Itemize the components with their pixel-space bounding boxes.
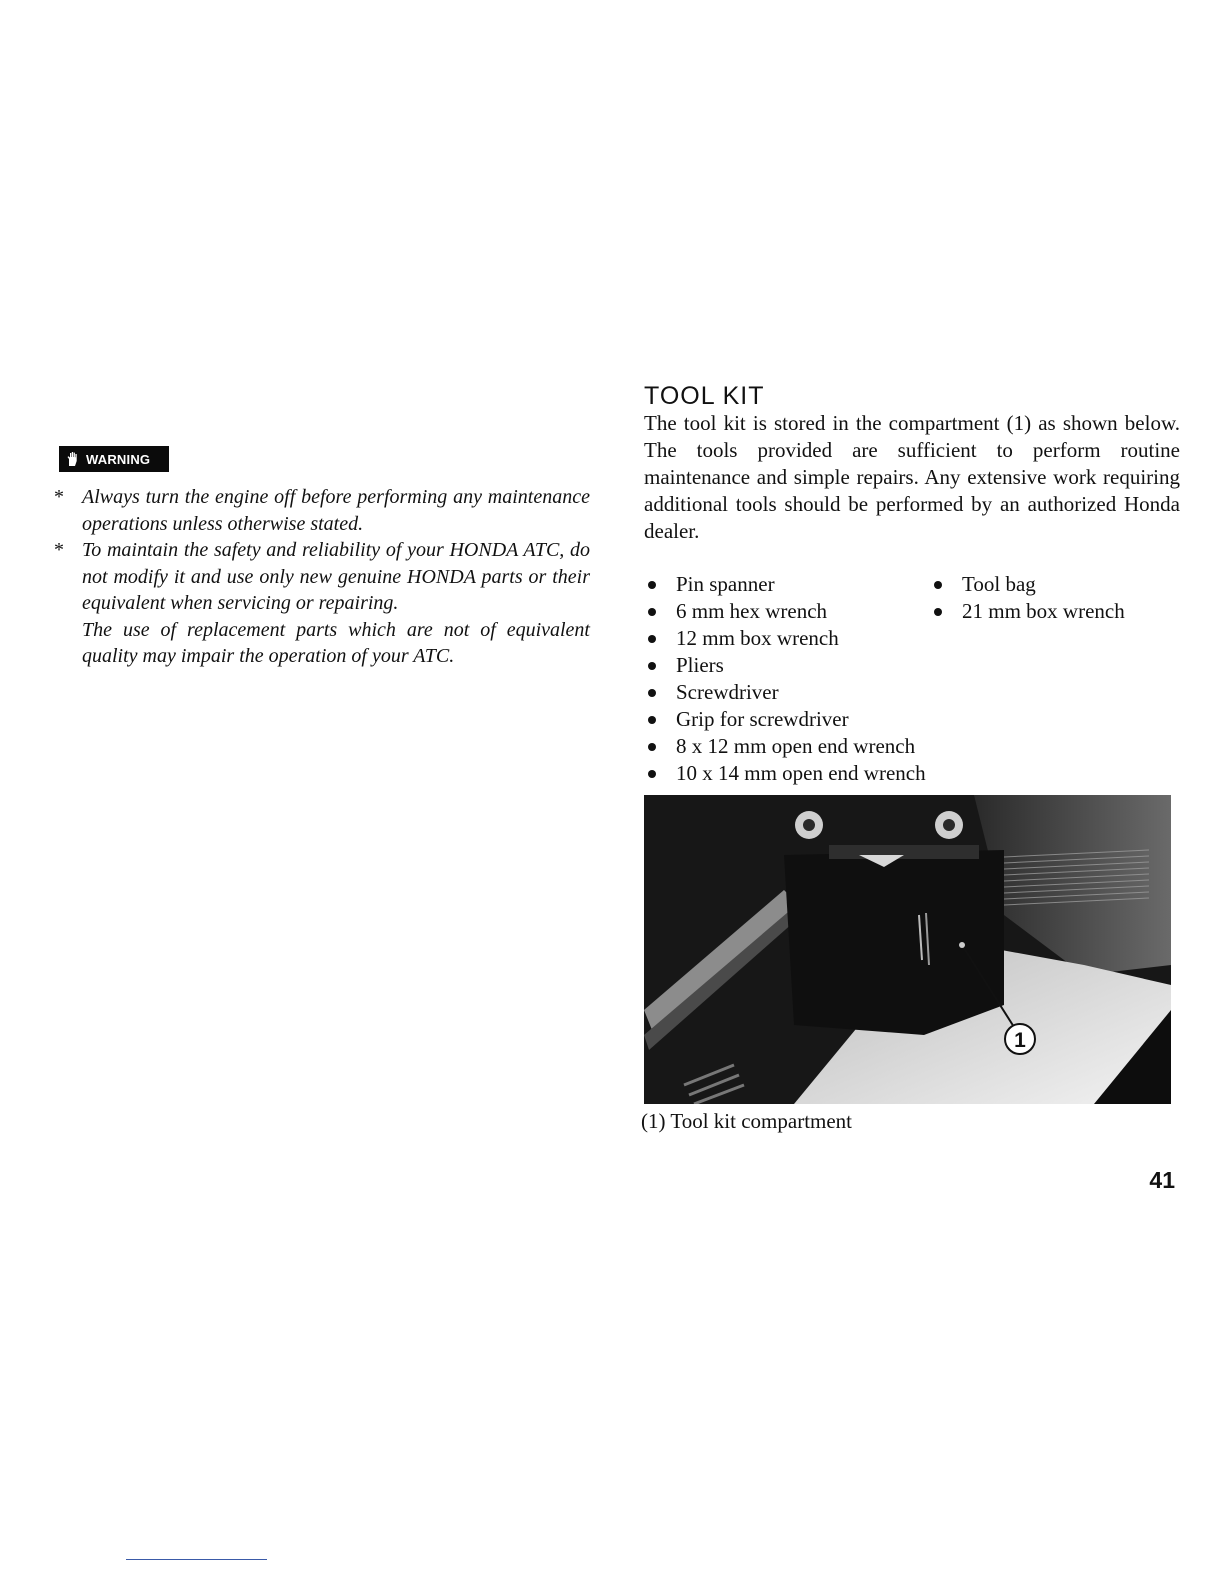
bullet-icon	[648, 635, 656, 643]
tool-list-item: 6 mm hex wrench	[648, 598, 827, 625]
warning-list	[54, 484, 590, 670]
warning-paragraph: To maintain the safety and reliability of your HONDA ATC, do not modify it and use only new genuine HONDA parts or their equivalent when servicing or repairing.	[82, 539, 590, 614]
tool-list-item: 21 mm box wrench	[934, 598, 1125, 625]
tool-list-item: 8 x 12 mm open end wrench	[648, 733, 915, 760]
warning-badge	[59, 446, 169, 472]
warning-hand-icon	[65, 451, 81, 467]
warning-paragraph: Always turn the engine off before performing any maintenance operations unless otherwise stated.	[82, 486, 590, 535]
section-title: TOOL KIT	[644, 382, 765, 410]
tool-list-item: Pin spanner	[648, 571, 775, 598]
callout-marker	[1005, 1024, 1035, 1054]
bullet-icon	[648, 770, 656, 778]
bullet-icon	[934, 581, 942, 589]
bullet-icon	[648, 689, 656, 697]
tool-list-item: 10 x 14 mm open end wrench	[648, 760, 926, 787]
bullet-icon	[648, 608, 656, 616]
bullet-icon	[648, 581, 656, 589]
warning-paragraph: The use of replacement parts which are not of equivalent quality may impair the operation of your ATC.	[82, 618, 590, 667]
callout-number: 1	[1014, 1029, 1026, 1052]
warning-label: WARNING	[86, 451, 151, 467]
tool-kit-photo	[644, 795, 1171, 1104]
warning-item-marker: *	[54, 539, 64, 561]
intro-paragraph: The tool kit is stored in the compartment (1) as shown below. The tools provided are sufficient to perform routine maintenance and simple repairs. Any extensive work requiring additional tools should be performed by an authorized Honda dealer.	[644, 411, 1180, 543]
bullet-icon	[934, 608, 942, 616]
tool-list-item: Tool bag	[934, 571, 1036, 598]
bullet-icon	[648, 743, 656, 751]
warning-item-marker: *	[54, 486, 64, 508]
tool-list-item: Pliers	[648, 652, 724, 679]
bullet-icon	[648, 716, 656, 724]
warning-item	[54, 484, 590, 537]
page-number: 41	[1149, 1167, 1175, 1193]
tool-list-item: 12 mm box wrench	[648, 625, 839, 652]
warning-item	[54, 537, 590, 670]
bullet-icon	[648, 662, 656, 670]
photo-caption: (1) Tool kit compartment	[641, 1109, 853, 1133]
tool-list-item: Grip for screwdriver	[648, 706, 849, 733]
footer-rule	[126, 1559, 267, 1560]
tool-list-item: Screwdriver	[648, 679, 779, 706]
